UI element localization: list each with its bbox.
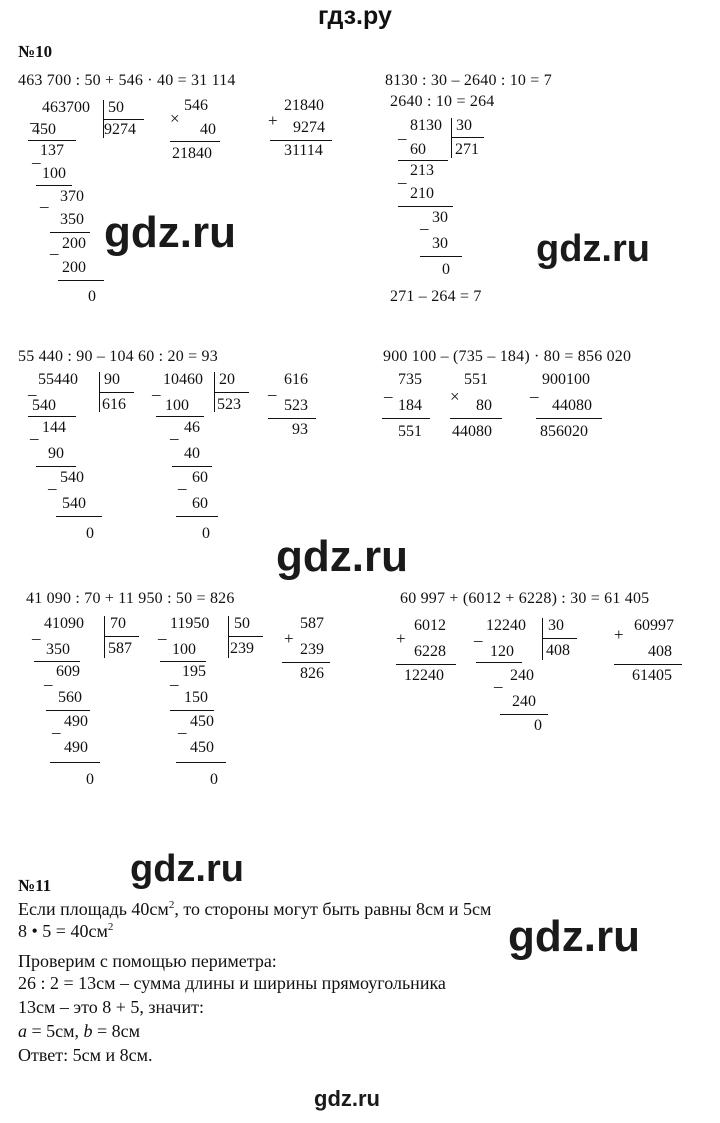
equation-5: 41 090 : 70 + 11 950 : 50 = 826 [26, 590, 235, 607]
equation-3: 55 440 : 90 – 104 60 : 20 = 93 [18, 348, 218, 365]
task-11-answer: Ответ: 5см и 8см. [18, 1045, 153, 1065]
task-11-line-6: a = 5см, b = 8см [18, 1021, 141, 1041]
task-11-line-2: 8 • $5 = 40см^2$ [18, 921, 114, 941]
task-11-line-3: Проверим с помощью периметра: [18, 951, 277, 971]
watermark: gdz.ru [508, 912, 640, 961]
equation-2-result: 271 – 264 = 7 [390, 288, 482, 305]
watermark: gdz.ru [130, 848, 244, 890]
task-11-line-1: Если площадь $40см^2$, то стороны могут быть равны 8см и 5см [18, 899, 492, 919]
equation-1: 463 700 : 50 + 546 · 40 = 31 114 [18, 72, 236, 89]
task-11-line-5: 13см – это 8 + 5, значит: [18, 997, 204, 1017]
watermark: gdz.ru [536, 228, 650, 270]
task-11-line-4: 26 : 2 = 13см – сумма длины и ширины прямоугольника [18, 973, 446, 993]
watermark: gdz.ru [276, 532, 408, 581]
equation-6: 60 997 + (6012 + 6228) : 30 = 61 405 [400, 590, 650, 607]
equation-2-step: 2640 : 10 = 264 [390, 93, 495, 110]
equation-4: 900 100 – (735 – 184) · 80 = 856 020 [383, 348, 632, 365]
task-11-label: №11 [18, 876, 52, 895]
watermark: gdz.ru [104, 208, 236, 257]
task-10-label: №10 [18, 42, 53, 61]
page-header: гдз.ру [318, 2, 392, 30]
equation-2: 8130 : 30 – 2640 : 10 = 7 [385, 72, 552, 89]
watermark: gdz.ru [314, 1086, 380, 1111]
